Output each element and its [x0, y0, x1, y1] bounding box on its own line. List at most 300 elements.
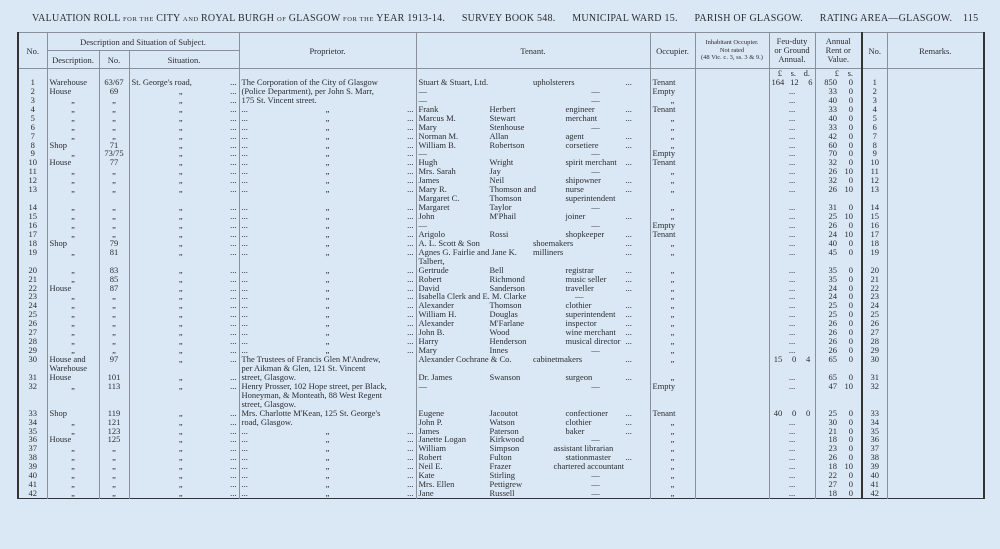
tenant: [416, 382, 650, 409]
row-number-right: 13: [862, 185, 887, 203]
feu-duty: ...: [769, 489, 815, 498]
proprietor-text: street, Glasgow.: [241, 371, 296, 382]
leader-dots: ...: [625, 184, 632, 195]
rent-shillings: 0: [848, 434, 853, 445]
col-header-number: No.: [99, 51, 129, 69]
rent-shillings: 0: [848, 336, 853, 347]
leader-dots: ...: [407, 461, 414, 472]
situation-text: „: [178, 470, 183, 481]
situation-line: [132, 141, 237, 150]
leader-dots: ...: [230, 300, 237, 311]
row-number: 13: [18, 185, 47, 203]
row-number: 2: [18, 87, 47, 96]
rent-pounds: 25: [828, 309, 837, 320]
remarks: [887, 418, 984, 427]
tenant: [416, 212, 650, 221]
house-number: 101: [99, 373, 129, 382]
proprietor-text: „: [325, 470, 330, 481]
rent-shillings: 0: [848, 416, 853, 427]
occupier: „: [650, 319, 695, 328]
occupier: „: [650, 427, 695, 436]
remarks: [887, 239, 984, 248]
shilling-unit: s.: [847, 68, 853, 78]
feu-l: 15: [773, 354, 783, 364]
row-number: 40: [18, 471, 47, 480]
house-number: 71: [99, 141, 129, 150]
situation-text: „: [178, 228, 183, 239]
tenant-first-name: Hugh: [418, 157, 438, 168]
row-number: 24: [18, 301, 47, 310]
situation-line: [132, 167, 237, 176]
tenant-first-name: —: [418, 219, 427, 230]
leader-dots: ...: [241, 202, 248, 213]
remarks: [887, 167, 984, 176]
proprietor-text: „: [325, 166, 330, 177]
inhabitant-occupier: [695, 346, 769, 355]
inhabitant-occupier: [695, 409, 769, 418]
leader-dots: ...: [407, 318, 414, 329]
situation: [129, 167, 239, 176]
leader-dots: ...: [241, 219, 248, 230]
feu-duty: ...: [769, 105, 815, 114]
feu-duty: ...: [769, 176, 815, 185]
description: House: [47, 435, 99, 444]
tenant-line: [419, 221, 648, 230]
rent-shillings: 10: [844, 184, 853, 195]
proprietor-text: „: [325, 112, 330, 123]
annual-rent: [815, 248, 862, 266]
occupation: [566, 158, 648, 167]
annual-rent: [815, 230, 862, 239]
remarks: [887, 248, 984, 266]
leader-dots: ...: [407, 228, 414, 239]
house-number: „: [99, 105, 129, 114]
house-number: 69: [99, 87, 129, 96]
leader-dots: ...: [241, 434, 248, 445]
feu-duty: ...: [769, 310, 815, 319]
row-number-right: 34: [862, 418, 887, 427]
occupier: „: [650, 337, 695, 346]
tenant-first-name: William: [418, 443, 447, 454]
remarks: [887, 292, 984, 301]
leader-dots: ...: [241, 443, 248, 454]
tenant-first-name: Robert: [418, 452, 442, 463]
rent-pounds: 18: [828, 488, 837, 499]
house-number: „: [99, 453, 129, 462]
situation-line: [132, 489, 237, 498]
rent-pounds: 850: [824, 76, 837, 87]
row-number-right: 36: [862, 435, 887, 444]
annual-rent: [815, 275, 862, 284]
description: „: [47, 453, 99, 462]
tenant: [416, 444, 650, 453]
inhabitant-occupier: [695, 319, 769, 328]
rent-pounds: 35: [828, 273, 837, 284]
table-row: [18, 382, 984, 409]
leader-dots: ...: [230, 273, 237, 284]
inhabitant-occupier: [695, 221, 769, 230]
situation-line: [132, 418, 237, 427]
occupation-text: shipowner: [565, 175, 601, 186]
row-number: 4: [18, 105, 47, 114]
tenant-first-name: John P.: [418, 416, 443, 427]
situation-text: „: [178, 219, 183, 230]
rent-pounds: 26: [828, 219, 837, 230]
leader-dots: [626, 471, 648, 480]
proprietor-text: „: [325, 184, 330, 195]
occupation-text: —: [591, 470, 600, 481]
tenant-name: Alexander Cochrane & Co.: [418, 354, 512, 364]
situation-text: „: [178, 380, 183, 391]
leader-dots: ...: [230, 139, 237, 150]
rent-pounds: 42: [828, 130, 837, 141]
leader-dots: ...: [241, 112, 248, 123]
situation-line: [132, 319, 237, 328]
leader-dots: ...: [407, 452, 414, 463]
tenant-surname: Douglas: [489, 309, 518, 320]
occupier: „: [650, 480, 695, 489]
tenant: [416, 203, 650, 212]
occupation: [566, 212, 648, 221]
situation-text: „: [178, 139, 183, 150]
leader-dots: ...: [241, 336, 248, 347]
leader-dots: ...: [230, 112, 237, 123]
annual-rent: [815, 176, 862, 185]
situation-line: [132, 337, 237, 346]
leader-dots: ...: [407, 219, 414, 230]
annual-rent: [815, 141, 862, 150]
proprietor-text: „: [325, 479, 330, 490]
tenant-surname: Simpson: [489, 443, 520, 454]
tenant-first-name: Mary: [418, 345, 437, 356]
inhabitant-occupier: [695, 239, 769, 248]
table-row: [18, 373, 984, 382]
description: „: [47, 105, 99, 114]
feu-duty: ...: [769, 167, 815, 176]
leader-dots: ...: [407, 184, 414, 195]
title-part: FOR THE: [122, 16, 157, 23]
leader-dots: ...: [407, 264, 414, 275]
inhabitant-occupier: [695, 167, 769, 176]
occupier: „: [650, 203, 695, 212]
proprietor-text: (Police Department), per John S. Marr,: [241, 85, 374, 96]
occupier: „: [650, 462, 695, 471]
annual-rent: [815, 221, 862, 230]
proprietor-text: „: [325, 219, 330, 230]
tenant-first-name: James: [418, 175, 440, 186]
occupier: „: [650, 418, 695, 427]
tenant-line: [419, 96, 648, 105]
table-row: [18, 141, 984, 150]
row-number: 17: [18, 230, 47, 239]
feu-duty: ...: [769, 141, 815, 150]
tenant: [416, 141, 650, 150]
leader-dots: ...: [625, 273, 632, 284]
situation-line: [132, 266, 237, 275]
annual-rent: [815, 78, 862, 87]
remarks: [887, 158, 984, 167]
situation-line: [132, 355, 237, 364]
leader-dots: ...: [407, 246, 414, 257]
feu-duty: ...: [769, 444, 815, 453]
inhabitant-occupier: [695, 203, 769, 212]
occupier: „: [650, 373, 695, 382]
tenant-surname: Watson: [489, 416, 515, 427]
tenant-surname: Sanderson: [489, 282, 525, 293]
remarks: [887, 319, 984, 328]
situation: [129, 355, 239, 373]
situation: [129, 453, 239, 462]
inhabitant-occupier: [695, 453, 769, 462]
leader-dots: ...: [230, 425, 237, 436]
rent-shillings: 10: [844, 380, 853, 391]
occupation-text: assistant librarian: [553, 443, 614, 454]
row-number-right: 23: [862, 292, 887, 301]
proprietor-text: The Trustees of Francis Glen M'Andrew, per Aikman & Glen, 121 St. Vincent: [241, 354, 381, 373]
description: „: [47, 471, 99, 480]
rent-pounds: 23: [828, 443, 837, 454]
rent-shillings: 10: [844, 461, 853, 472]
tenant-first-name: —: [418, 85, 427, 96]
leader-dots: ...: [625, 407, 632, 418]
leader-dots: ...: [241, 479, 248, 490]
situation-text: „: [178, 443, 183, 454]
description: „: [47, 444, 99, 453]
situation: [129, 114, 239, 123]
house-number: 113: [99, 382, 129, 409]
leader-dots: [626, 462, 648, 471]
situation: [129, 149, 239, 158]
tenant-surname: Thomson and Thomson: [489, 184, 537, 204]
remarks: [887, 105, 984, 114]
parish: PARISH OF GLASGOW.: [694, 13, 804, 24]
occupation-text: —: [591, 434, 600, 445]
occupier: „: [650, 284, 695, 293]
situation-text: „: [178, 211, 183, 221]
situation-text: „: [178, 416, 183, 427]
leader-dots: ...: [230, 461, 237, 472]
leader-dots: ...: [230, 85, 237, 96]
tenant: [416, 337, 650, 346]
occupation: [533, 248, 648, 266]
leader-dots: ...: [230, 130, 237, 141]
leader-dots: ...: [241, 273, 248, 284]
description: „: [47, 382, 99, 409]
situation-line: [132, 453, 237, 462]
leader-dots: ...: [230, 309, 237, 320]
leader-dots: ...: [407, 443, 414, 454]
tenant: [416, 114, 650, 123]
house-number: „: [99, 212, 129, 221]
tenant: [416, 78, 650, 87]
leader-dots: ...: [241, 130, 248, 141]
row-number-right: 10: [862, 158, 887, 167]
proprietor-text: „: [325, 273, 330, 284]
title-part: YEAR 1913-14.: [376, 13, 446, 24]
table-row: [18, 185, 984, 203]
inhabitant-occupier: [695, 373, 769, 382]
tenant-surname: Allan: [489, 130, 509, 141]
rent-pounds: 24: [828, 282, 837, 293]
house-number: 79: [99, 239, 129, 248]
rent-shillings: 0: [848, 175, 853, 186]
description: „: [47, 230, 99, 239]
situation-line: [132, 105, 237, 114]
leader-dots: ...: [407, 148, 414, 159]
situation: [129, 212, 239, 221]
feu-duty: ...: [769, 239, 815, 248]
tenant-line: [419, 409, 648, 418]
inhabitant-occupier: [695, 328, 769, 337]
occupation: [566, 87, 648, 96]
situation: [129, 87, 239, 96]
occupation-text: inspector: [565, 318, 597, 329]
proprietor-text: „: [325, 139, 330, 150]
occupation: [566, 185, 648, 203]
leader-dots: [626, 435, 648, 444]
tenant-first-name: Mrs. Sarah: [418, 166, 456, 177]
row-number: 25: [18, 310, 47, 319]
feu-duty: ...: [769, 275, 815, 284]
occupation-text: clothier: [565, 300, 592, 311]
proprietor-text: „: [325, 228, 330, 239]
rent-pounds: 40: [828, 94, 837, 105]
remarks: [887, 373, 984, 382]
rent-shillings: 0: [848, 103, 853, 114]
inhabitant-occupier: [695, 337, 769, 346]
tenant-first-name: William H.: [418, 309, 457, 320]
situation: [129, 284, 239, 293]
situation-text: „: [178, 202, 183, 213]
tenant-first-name: John: [418, 211, 435, 221]
rent-shillings: 10: [844, 211, 853, 221]
leader-dots: ...: [241, 121, 248, 132]
leader-dots: ...: [625, 237, 632, 248]
annual-rent: [815, 337, 862, 346]
situation: [129, 275, 239, 284]
house-number: 87: [99, 284, 129, 293]
occupier: „: [650, 248, 695, 266]
tenant: [416, 418, 650, 427]
occupier: „: [650, 453, 695, 462]
occupation-text: clothier: [565, 416, 592, 427]
feu-duty: ...: [769, 373, 815, 382]
row-number-right: 2: [862, 87, 887, 96]
situation: [129, 337, 239, 346]
tenant-line: [419, 382, 648, 391]
occupation-text: —: [591, 148, 600, 159]
inhabitant-occupier: [695, 418, 769, 427]
tenant: [416, 266, 650, 275]
tenant-surname: Kirkwood: [489, 434, 524, 445]
occupier: „: [650, 444, 695, 453]
situation-line: [132, 435, 237, 444]
tenant-line: [419, 78, 648, 87]
occupier: „: [650, 275, 695, 284]
annual-rent: [815, 346, 862, 355]
remarks: [887, 480, 984, 489]
row-number: 12: [18, 176, 47, 185]
row-number-right: 3: [862, 96, 887, 105]
proprietor-text: „: [325, 157, 330, 168]
row-number-right: 8: [862, 141, 887, 150]
situation: [129, 203, 239, 212]
leader-dots: ...: [625, 228, 632, 239]
remarks: [887, 96, 984, 105]
row-number: 5: [18, 114, 47, 123]
proprietor-text: „: [325, 148, 330, 159]
rent-pounds: 26: [828, 327, 837, 338]
proprietor-text: „: [325, 488, 330, 499]
rent-shillings: 0: [848, 291, 853, 302]
table-row: [18, 248, 984, 266]
leader-dots: ...: [241, 103, 248, 114]
feu-s: 12: [790, 76, 799, 87]
proprietor: [239, 248, 416, 266]
row-number: 15: [18, 212, 47, 221]
occupier: Tenant: [650, 409, 695, 418]
inhabitant-occupier: [695, 96, 769, 105]
feu-duty: ...: [769, 346, 815, 355]
annual-rent: [815, 185, 862, 203]
description: House and Warehouse: [47, 355, 99, 373]
occupier: Tenant: [650, 78, 695, 87]
rent-shillings: 0: [848, 237, 853, 248]
occupier: Empty: [650, 149, 695, 158]
remarks: [887, 176, 984, 185]
remarks: [887, 427, 984, 436]
tenant-first-name: Jane: [418, 488, 434, 499]
inhabitant-occupier: [695, 480, 769, 489]
leader-dots: ...: [230, 336, 237, 347]
situation: [129, 489, 239, 498]
col-header-proprietor: Proprietor.: [239, 33, 416, 69]
occupation-text: registrar: [565, 264, 594, 275]
description: „: [47, 489, 99, 498]
proprietor-text: „: [325, 175, 330, 186]
occupation: [553, 461, 648, 472]
tenant-first-name: —: [418, 380, 427, 391]
occupier: „: [650, 185, 695, 203]
tenant-line: [419, 248, 648, 266]
situation: [129, 221, 239, 230]
situation: [129, 418, 239, 427]
leader-dots: ...: [625, 175, 632, 186]
leader-dots: ...: [625, 282, 632, 293]
house-number: 77: [99, 158, 129, 167]
tenant-surname: Herbert: [489, 103, 516, 114]
occupation-text: —: [591, 94, 600, 105]
tenant-first-name: —: [418, 148, 427, 159]
situation-text: „: [178, 327, 183, 338]
description: „: [47, 427, 99, 436]
tenant-line: [419, 167, 648, 176]
leader-dots: [626, 489, 648, 498]
situation-line: [132, 239, 237, 248]
remarks: [887, 87, 984, 96]
house-number: „: [99, 328, 129, 337]
rent-amount: [818, 489, 860, 498]
leader-dots: ...: [407, 488, 414, 499]
tenant-line: [419, 203, 648, 212]
row-number: 16: [18, 221, 47, 230]
rent-pounds: 26: [828, 336, 837, 347]
rent-shillings: 0: [848, 85, 853, 96]
remarks: [887, 78, 984, 87]
inhabitant-occupier: [695, 176, 769, 185]
situation: [129, 123, 239, 132]
feu-d: 4: [806, 354, 811, 364]
